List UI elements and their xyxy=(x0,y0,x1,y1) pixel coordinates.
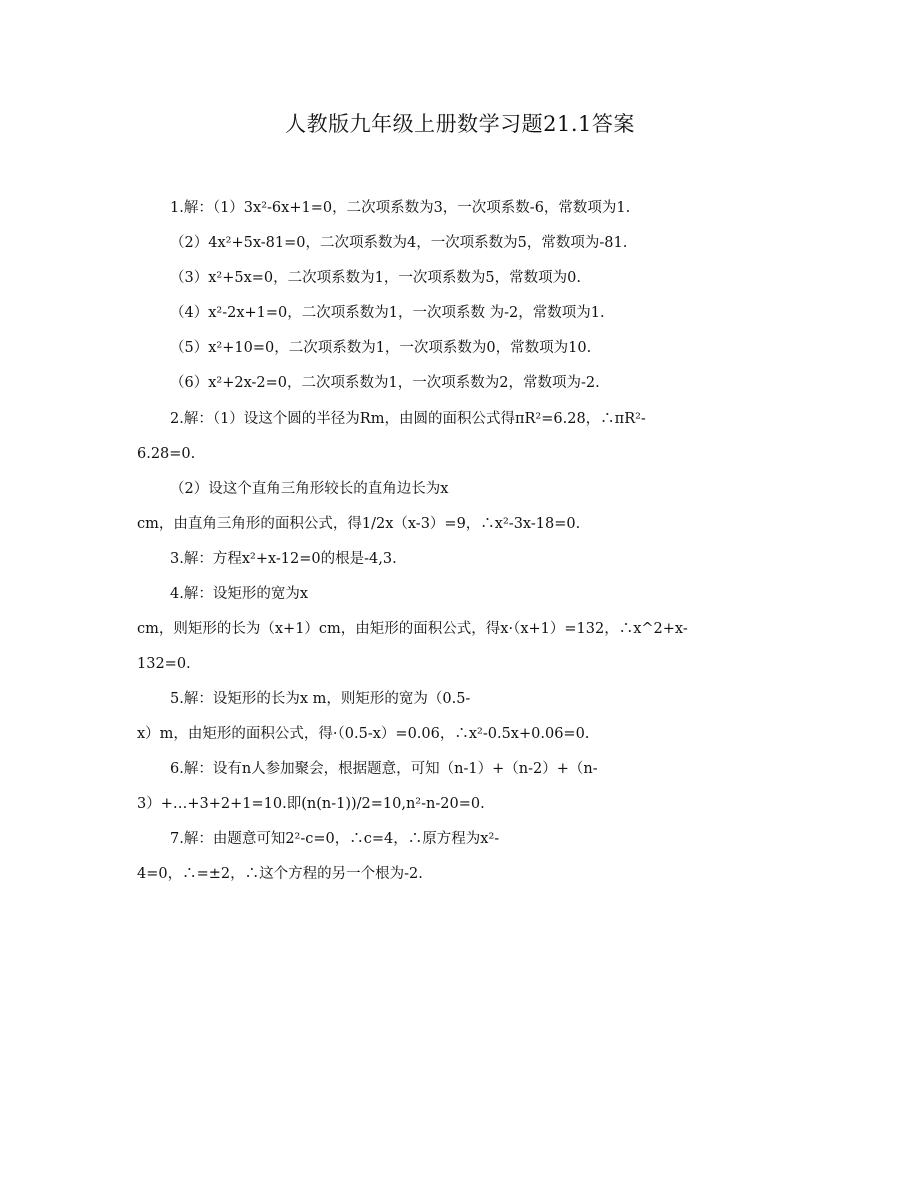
answer-line-6: （6）x²+2x-2=0，二次项系数为1，一次项系数为2，常数项为-2. xyxy=(170,375,600,391)
answer-line-12: 4.解：设矩形的宽为x xyxy=(170,586,309,602)
answer-line-2: （2）4x²+5x-81=0，二次项系数为4，一次项系数为5，常数项为-81. xyxy=(170,235,628,251)
answer-line-18: 3）+…+3+2+1=10.即(n(n-1))/2=10,n²-n-20=0. xyxy=(137,796,485,812)
answer-line-11: 3.解：方程x²+x-12=0的根是-4,3. xyxy=(170,551,397,567)
answer-line-9: （2）设这个直角三角形较长的直角边长为x xyxy=(170,481,449,497)
answer-line-14: 132=0. xyxy=(137,656,191,672)
answer-line-20: 4=0，∴=±2，∴这个方程的另一个根为-2. xyxy=(137,866,423,882)
answer-line-8: 6.28=0. xyxy=(137,446,196,462)
page-title: 人教版九年级上册数学习题21.1答案 xyxy=(285,112,635,136)
answer-line-10: cm，由直角三角形的面积公式，得1/2x（x-3）=9，∴x²-3x-18=0. xyxy=(137,516,581,532)
answer-line-7: 2.解：（1）设这个圆的半径为Rm，由圆的面积公式得πR²=6.28，∴πR²- xyxy=(170,411,646,427)
answer-line-15: 5.解：设矩形的长为x m，则矩形的宽为（0.5- xyxy=(170,691,471,707)
answer-line-5: （5）x²+10=0，二次项系数为1，一次项系数为0，常数项为10. xyxy=(170,340,592,356)
answer-line-3: （3）x²+5x=0，二次项系数为1，一次项系数为5，常数项为0. xyxy=(170,270,581,286)
answer-line-19: 7.解：由题意可知2²-c=0，∴c=4，∴原方程为x²- xyxy=(170,831,500,847)
answer-line-17: 6.解：设有n人参加聚会，根据题意，可知（n-1）+（n-2）+（n- xyxy=(170,761,598,777)
answer-line-16: x）m，由矩形的面积公式，得·（0.5-x）=0.06，∴x²-0.5x+0.06=0. xyxy=(137,726,590,742)
answer-line-4: （4）x²-2x+1=0，二次项系数为1，一次项系数 为-2，常数项为1. xyxy=(170,305,605,321)
answer-line-13: cm，则矩形的长为（x+1）cm，由矩形的面积公式，得x·（x+1）=132，∴x^2+x- xyxy=(137,621,688,637)
answer-line-1: 1.解：（1）3x²-6x+1=0，二次项系数为3，一次项系数-6，常数项为1. xyxy=(170,200,631,216)
